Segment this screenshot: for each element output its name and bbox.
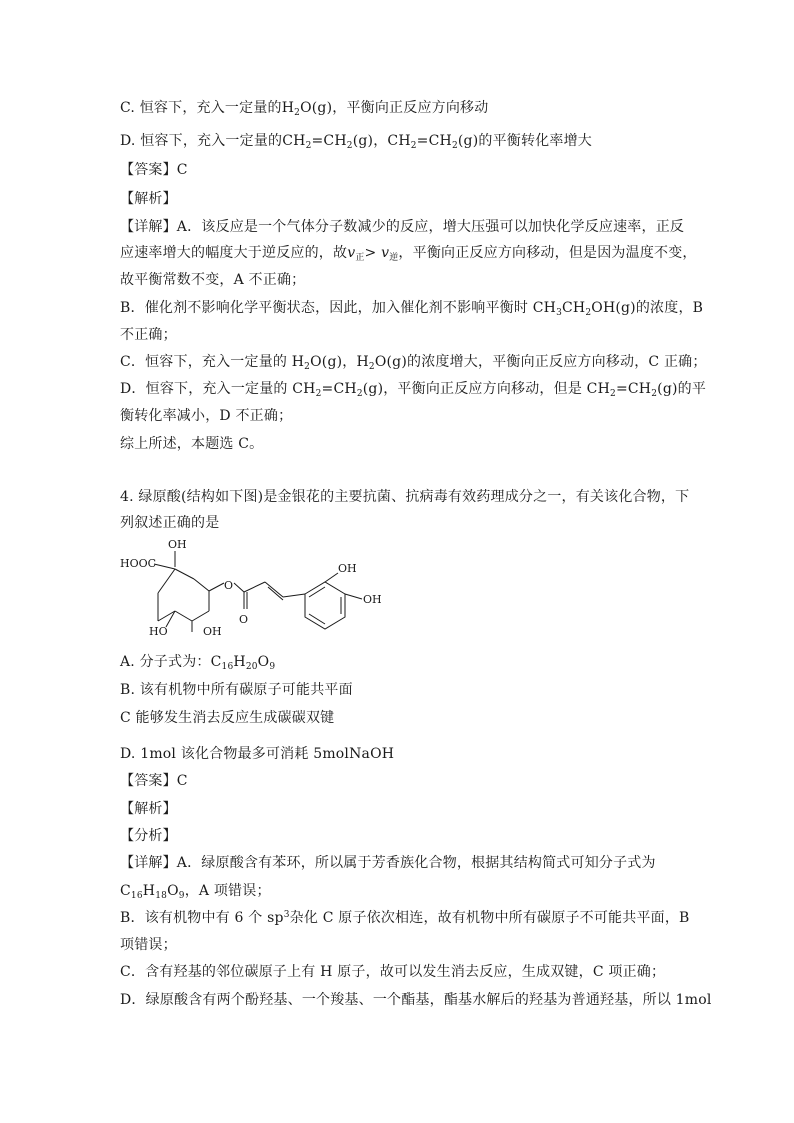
detail-line: B．该有机物中有 6 个 $sp^3$杂化 C 原子依次相连，故有机物中所有碳原子不可能共平面，B [120,910,690,926]
option-b: B. 该有机物中所有碳原子可能共平面 [120,682,353,698]
label-ring-oh: OH [203,625,222,638]
answer-label: 【答案】C [120,773,188,789]
detail-line: 衡转化率减小，D 不正确； [120,408,293,424]
analysis-label: 【解析】 [120,191,177,207]
label-ester-oxygen: O [224,579,234,592]
detail-line: C．恒容下，充入一定量的 $H_2O(g)$，$H_2O(g)$的浓度增大，平衡向正反应方向移动，C 正确； [120,354,707,372]
detail-line: 不正确； [120,327,177,343]
option-a: A. 分子式为：$C_{16}H_{20}O_9$ [120,654,276,672]
analysis-label: 【解析】 [120,801,177,817]
detail-line: 【详解】A．该反应是一个气体分子数减少的反应，增大压强可以加快化学反应速率，正反 [120,219,685,235]
chlorogenic-acid-structure [120,537,400,651]
detail-line: 故平衡常数不变，A 不正确； [120,272,306,288]
structure-drawing [120,537,400,647]
detail-line: $C_{16}H_{18}O_9$，A 项错误； [120,883,271,901]
option-d: D. 1mol 该化合物最多可消耗 5molNaOH [120,746,395,762]
label-aryl-oh-2: OH [363,593,382,606]
detail-line: B．催化剂不影响化学平衡状态，因此，加入催化剂不影响平衡时 $CH_3CH_2OH(g)$的浓度，B [120,300,704,318]
detail-line: 【详解】A．绿原酸含有苯环，所以属于芳香族化合物，根据其结构简式可知分子式为 [120,855,656,871]
label-ring-ho: HO [149,625,168,638]
label-oh-top: OH [168,538,187,551]
detail-line: 应速率增大的幅度大于逆反应的，故$v_正> v_逆$，平衡向正反应方向移动，但是因为温度不变， [120,245,697,263]
label-carbonyl-oxygen: O [239,613,249,626]
detail-line: D．恒容下，充入一定量的 $CH_2=CH_2(g)$，平衡向正反应方向移动，但是 $CH_2=CH_2(g)$的平 [120,381,707,399]
question-stem: 4. 绿原酸(结构如下图)是金银花的主要抗菌、抗病毒有效药理成分之一，有关该化合物，下 [120,489,690,505]
fenxi-label: 【分析】 [120,828,177,844]
detail-line: D．绿原酸含有两个酚羟基、一个羧基、一个酯基，酯基水解后的羟基为普通羟基，所以 1mol [120,992,712,1008]
label-hooc: HOOC [120,557,157,570]
question-stem: 列叙述正确的是 [120,515,220,531]
option-d-line: D. 恒容下，充入一定量的$CH_2=CH_2(g)$，$CH_2=CH_2(g)$的平衡转化率增大 [120,133,592,151]
label-aryl-oh-1: OH [338,562,357,575]
detail-line: 综上所述，本题选 C。 [120,436,264,452]
detail-line: 项错误； [120,937,177,953]
option-c: C 能够发生消去反应生成碳碳双键 [120,710,335,726]
answer-label: 【答案】C [120,162,188,178]
detail-line: C．含有羟基的邻位碳原子上有 H 原子，故可以发生消去反应，生成双键，C 项正确； [120,964,666,980]
option-c-line: C. 恒容下，充入一定量的$H_2O(g)$，平衡向正反应方向移动 [120,100,489,118]
